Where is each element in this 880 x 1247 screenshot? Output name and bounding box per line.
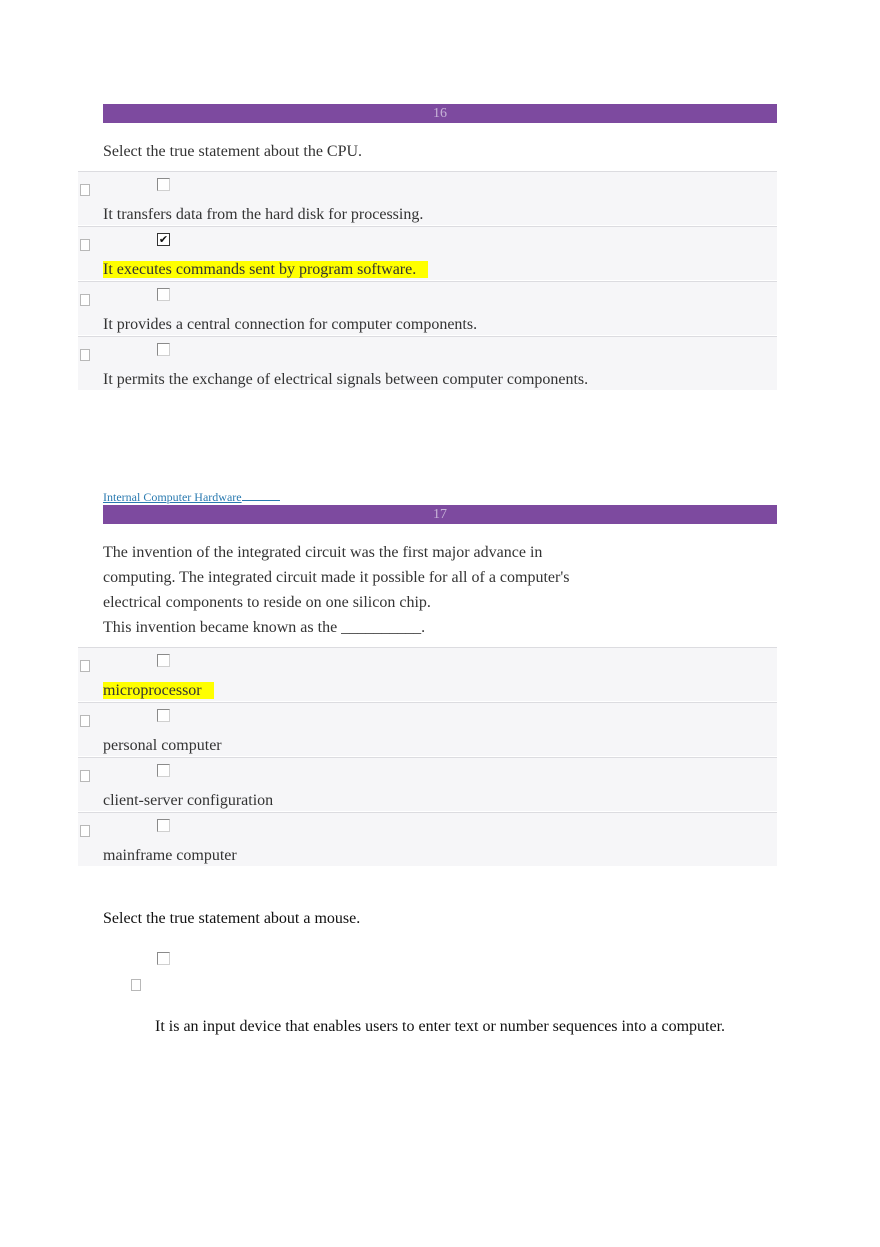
topic-link-text[interactable]: Internal Computer Hardware	[103, 490, 242, 504]
prompt-line: This invention became known as the __________.	[103, 619, 426, 636]
option-label: personal computer	[103, 737, 222, 754]
prompt-line: computing. The integrated circuit made it possible for all of a computer's	[103, 569, 570, 586]
option-marker-icon	[80, 660, 90, 672]
answer-option[interactable]	[78, 171, 777, 225]
answer-option[interactable]	[78, 226, 777, 280]
option-label: client-server configuration	[103, 792, 274, 809]
question-number-bar	[103, 104, 777, 123]
prompt-line: The invention of the integrated circuit was the first major advance in	[103, 544, 543, 561]
option-checkbox[interactable]	[157, 819, 170, 832]
option-marker-icon	[80, 825, 90, 837]
question-prompt	[103, 540, 623, 640]
option-label-wrap	[103, 260, 428, 280]
option-checkbox[interactable]	[157, 709, 170, 722]
option-marker-icon	[80, 715, 90, 727]
answer-option[interactable]	[78, 336, 777, 390]
option-label: It transfers data from the hard disk for processing.	[103, 206, 424, 223]
question-number: 16	[433, 106, 447, 121]
option-marker-icon	[80, 770, 90, 782]
option-checkbox[interactable]	[157, 952, 170, 965]
prompt-line: electrical components to reside on one silicon chip.	[103, 594, 431, 611]
option-marker-icon	[80, 294, 90, 306]
option-label-wrap	[103, 681, 214, 701]
option-label: microprocessor	[103, 682, 214, 699]
answer-option[interactable]	[78, 702, 777, 756]
option-checkbox[interactable]	[157, 654, 170, 667]
check-mark-icon: ✔	[158, 233, 169, 246]
option-checkbox[interactable]	[157, 178, 170, 191]
question-number-bar	[103, 505, 777, 524]
topic-link[interactable]	[103, 490, 280, 505]
answer-option[interactable]	[78, 647, 777, 701]
option-label: It permits the exchange of electrical signals between computer components.	[103, 371, 589, 388]
option-marker-icon	[80, 349, 90, 361]
option-label: It provides a central connection for computer components.	[103, 316, 478, 333]
option-checkbox-checked[interactable]	[157, 233, 170, 246]
option-label: It executes commands sent by program software.	[103, 261, 428, 278]
option-checkbox[interactable]	[157, 764, 170, 777]
answer-option[interactable]	[78, 281, 777, 335]
answer-option[interactable]	[78, 812, 777, 866]
question-prompt: Select the true statement about the CPU.	[103, 143, 363, 160]
option-checkbox[interactable]	[157, 343, 170, 356]
option-label: mainframe computer	[103, 847, 237, 864]
answer-option[interactable]	[78, 757, 777, 811]
question-prompt: Select the true statement about a mouse.	[103, 910, 361, 927]
link-underline	[242, 499, 280, 501]
option-marker-icon	[131, 979, 141, 991]
question-number: 17	[433, 507, 447, 522]
option-label: It is an input device that enables users to enter text or number sequences into a computer.	[155, 1018, 726, 1035]
option-marker-icon	[80, 184, 90, 196]
option-checkbox[interactable]	[157, 288, 170, 301]
option-marker-icon	[80, 239, 90, 251]
